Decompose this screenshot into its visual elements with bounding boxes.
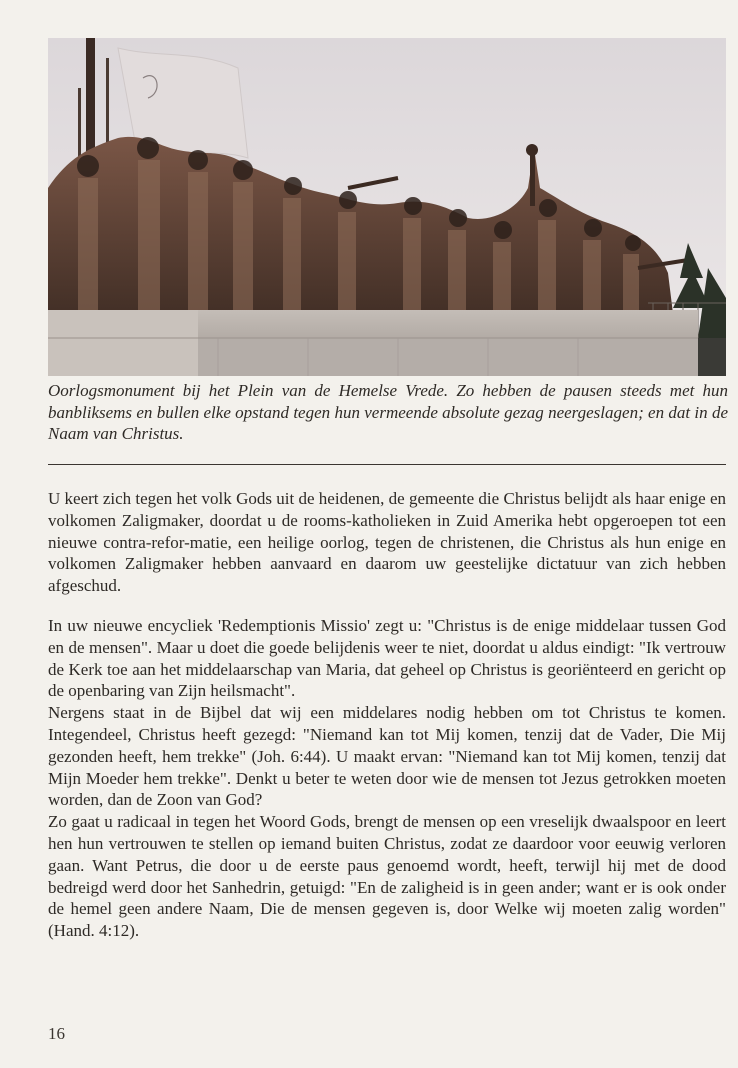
paragraph: Nergens staat in de Bijbel dat wij een middelares nodig hebben om tot Christus te komen. Integendeel, Christus heeft gezegd: "Niemand kan tot Mij komen, tenzij dat de Vader, Die Mij gezonden heeft, hem trekke" (Joh. 6:44). U maakt ervan: "Niemand kan tot Mij komen, tenzij dat Mijn Moeder hem trekke". Denkt u beter te weten door wie de mensen tot Jezus getrokken moeten worden, dan de Zoon van God? <box>48 703 726 810</box>
monument-photo-image <box>48 38 726 376</box>
paragraph: In uw nieuwe encycliek 'Redemptionis Missio' zegt u: "Christus is de enige middelaar tussen God en de mensen". Maar u doet die goede belijdenis weer te niet, doordat u aldus eindigt: "Ik vertrouw de Kerk toe aan het middelaarschap van Maria, dat geheel op Christus is georiënteerd en gericht op de openbaring van Zijn heilsmacht". <box>48 615 726 701</box>
photo-caption: Oorlogsmonument bij het Plein van de Hemelse Vrede. Zo hebben de pausen steeds met hun banbliksems en bullen elke opstand tegen hun vermeende absolute gezag neergeslagen; en dat in de Naam van Christus. <box>48 381 728 443</box>
monument-photo <box>48 38 726 376</box>
page-number: 16 <box>48 1024 65 1043</box>
paragraph: Zo gaat u radicaal in tegen het Woord Gods, brengt de mensen op een vreselijk dwaalspoor en leert hen hun vertrouwen te stellen op iemand buiten Christus, zodat ze daardoor voor eeuwig verloren gaan. Want Petrus, die door u de eerste paus genoemd wordt, heeft, terwijl hij met de dood bedreigd werd door het Sanhedrin, getuigd: "En de zaligheid is in geen ander; want er is ook onder de hemel geen andere Naam, Die de mensen gegeven is, door Welke wij moeten zalig worden" (Hand. 4:12). <box>48 812 726 941</box>
separator-line <box>48 464 726 465</box>
body-text <box>48 488 726 942</box>
paragraph: U keert zich tegen het volk Gods uit de heidenen, de gemeente die Christus belijdt als haar enige en volkomen Zaligmaker, doordat u de rooms-katholieken in Zuid Amerika hebt opgeroepen tot een nieuwe contra-refor-matie, een heilige oorlog, tegen de christenen, die Christus als hun enige en volkomen Zaligmaker hebben aanvaard en daarom uw geestelijke dictatuur van zich hebben afgeschud. <box>48 489 726 596</box>
